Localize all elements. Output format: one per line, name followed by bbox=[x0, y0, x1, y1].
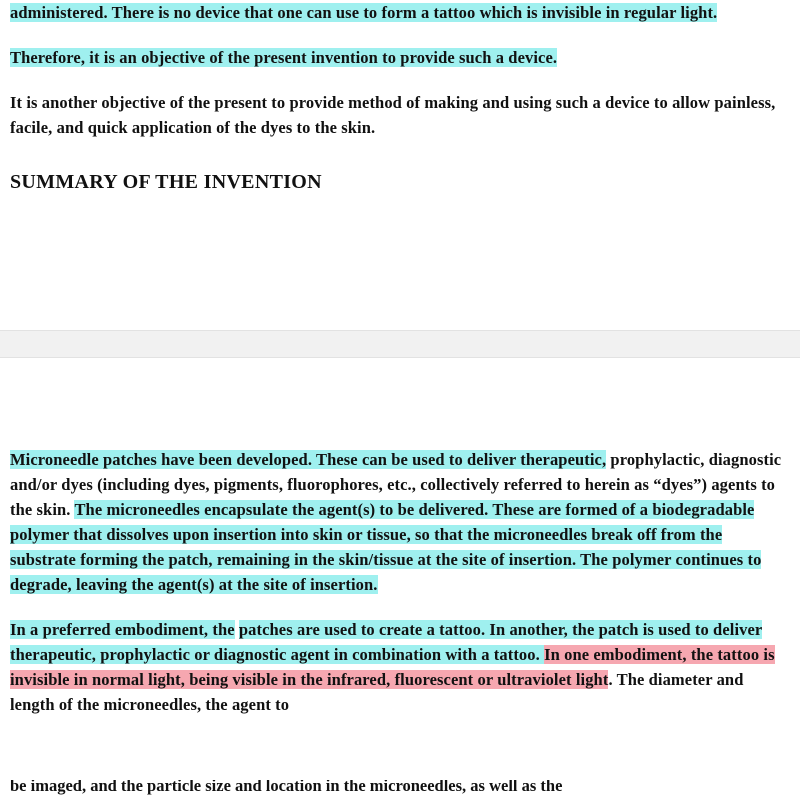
document-top-section bbox=[0, 0, 800, 196]
paragraph-microneedle-patches bbox=[10, 447, 788, 597]
highlighted-text-cyan: The microneedles encapsulate the agent(s) to be delivered. These are formed of a biodegradable polymer that dissolves upon insertion into skin or tissue, so that the microneedles break off from the substrate forming the patch, remaining in the skin/tissue at the site of insertion. The polymer continues to degrade, leaving the agent(s) at the site of insertion. bbox=[10, 500, 762, 594]
plain-text: It is another objective of the present to provide method of making and using such a device to allow painless, facile, and quick application of the dyes to the skin. bbox=[10, 93, 776, 137]
highlighted-text-cyan: patches are used to create a tattoo. In another, the patch is used to deliver therapeutic, prophylactic or diagnostic agent in combination with a tattoo. bbox=[10, 620, 763, 664]
document-bottom-section bbox=[0, 355, 800, 717]
cut-off-line: be imaged, and the particle size and location in the microneedles, as well as the bbox=[10, 780, 563, 795]
page-break-band bbox=[0, 330, 800, 358]
paragraph-objective-device bbox=[10, 45, 788, 70]
highlighted-text-pink: In one embodiment, the tattoo is invisible in normal light, being visible in the infrared, fluorescent or ultraviolet light bbox=[10, 645, 775, 689]
highlighted-text-cyan: Therefore, it is an objective of the present invention to provide such a device. bbox=[10, 48, 558, 67]
paragraph-objective-method bbox=[10, 90, 788, 140]
plain-text: . The diameter and length of the microneedles, the agent to bbox=[10, 670, 744, 714]
cut-off-text-row bbox=[0, 780, 800, 800]
plain-text: prophylactic, diagnostic and/or dyes (including dyes, pigments, fluorophores, etc., collectively referred to herein as “dyes”) agents to the skin. bbox=[10, 450, 782, 519]
highlighted-text-cyan: Microneedle patches have been developed. These can be used to deliver therapeutic, bbox=[10, 450, 607, 469]
blank-space bbox=[10, 355, 788, 447]
paragraph-preferred-embodiment bbox=[10, 617, 788, 717]
highlighted-text-cyan: In a preferred embodiment, the bbox=[10, 620, 235, 639]
highlighted-text-cyan: administered. There is no device that one can use to form a tattoo which is invisible in regular light. bbox=[10, 3, 718, 22]
paragraph-invisible-device bbox=[10, 0, 788, 25]
section-heading-summary: SUMMARY OF THE INVENTION bbox=[10, 171, 322, 193]
